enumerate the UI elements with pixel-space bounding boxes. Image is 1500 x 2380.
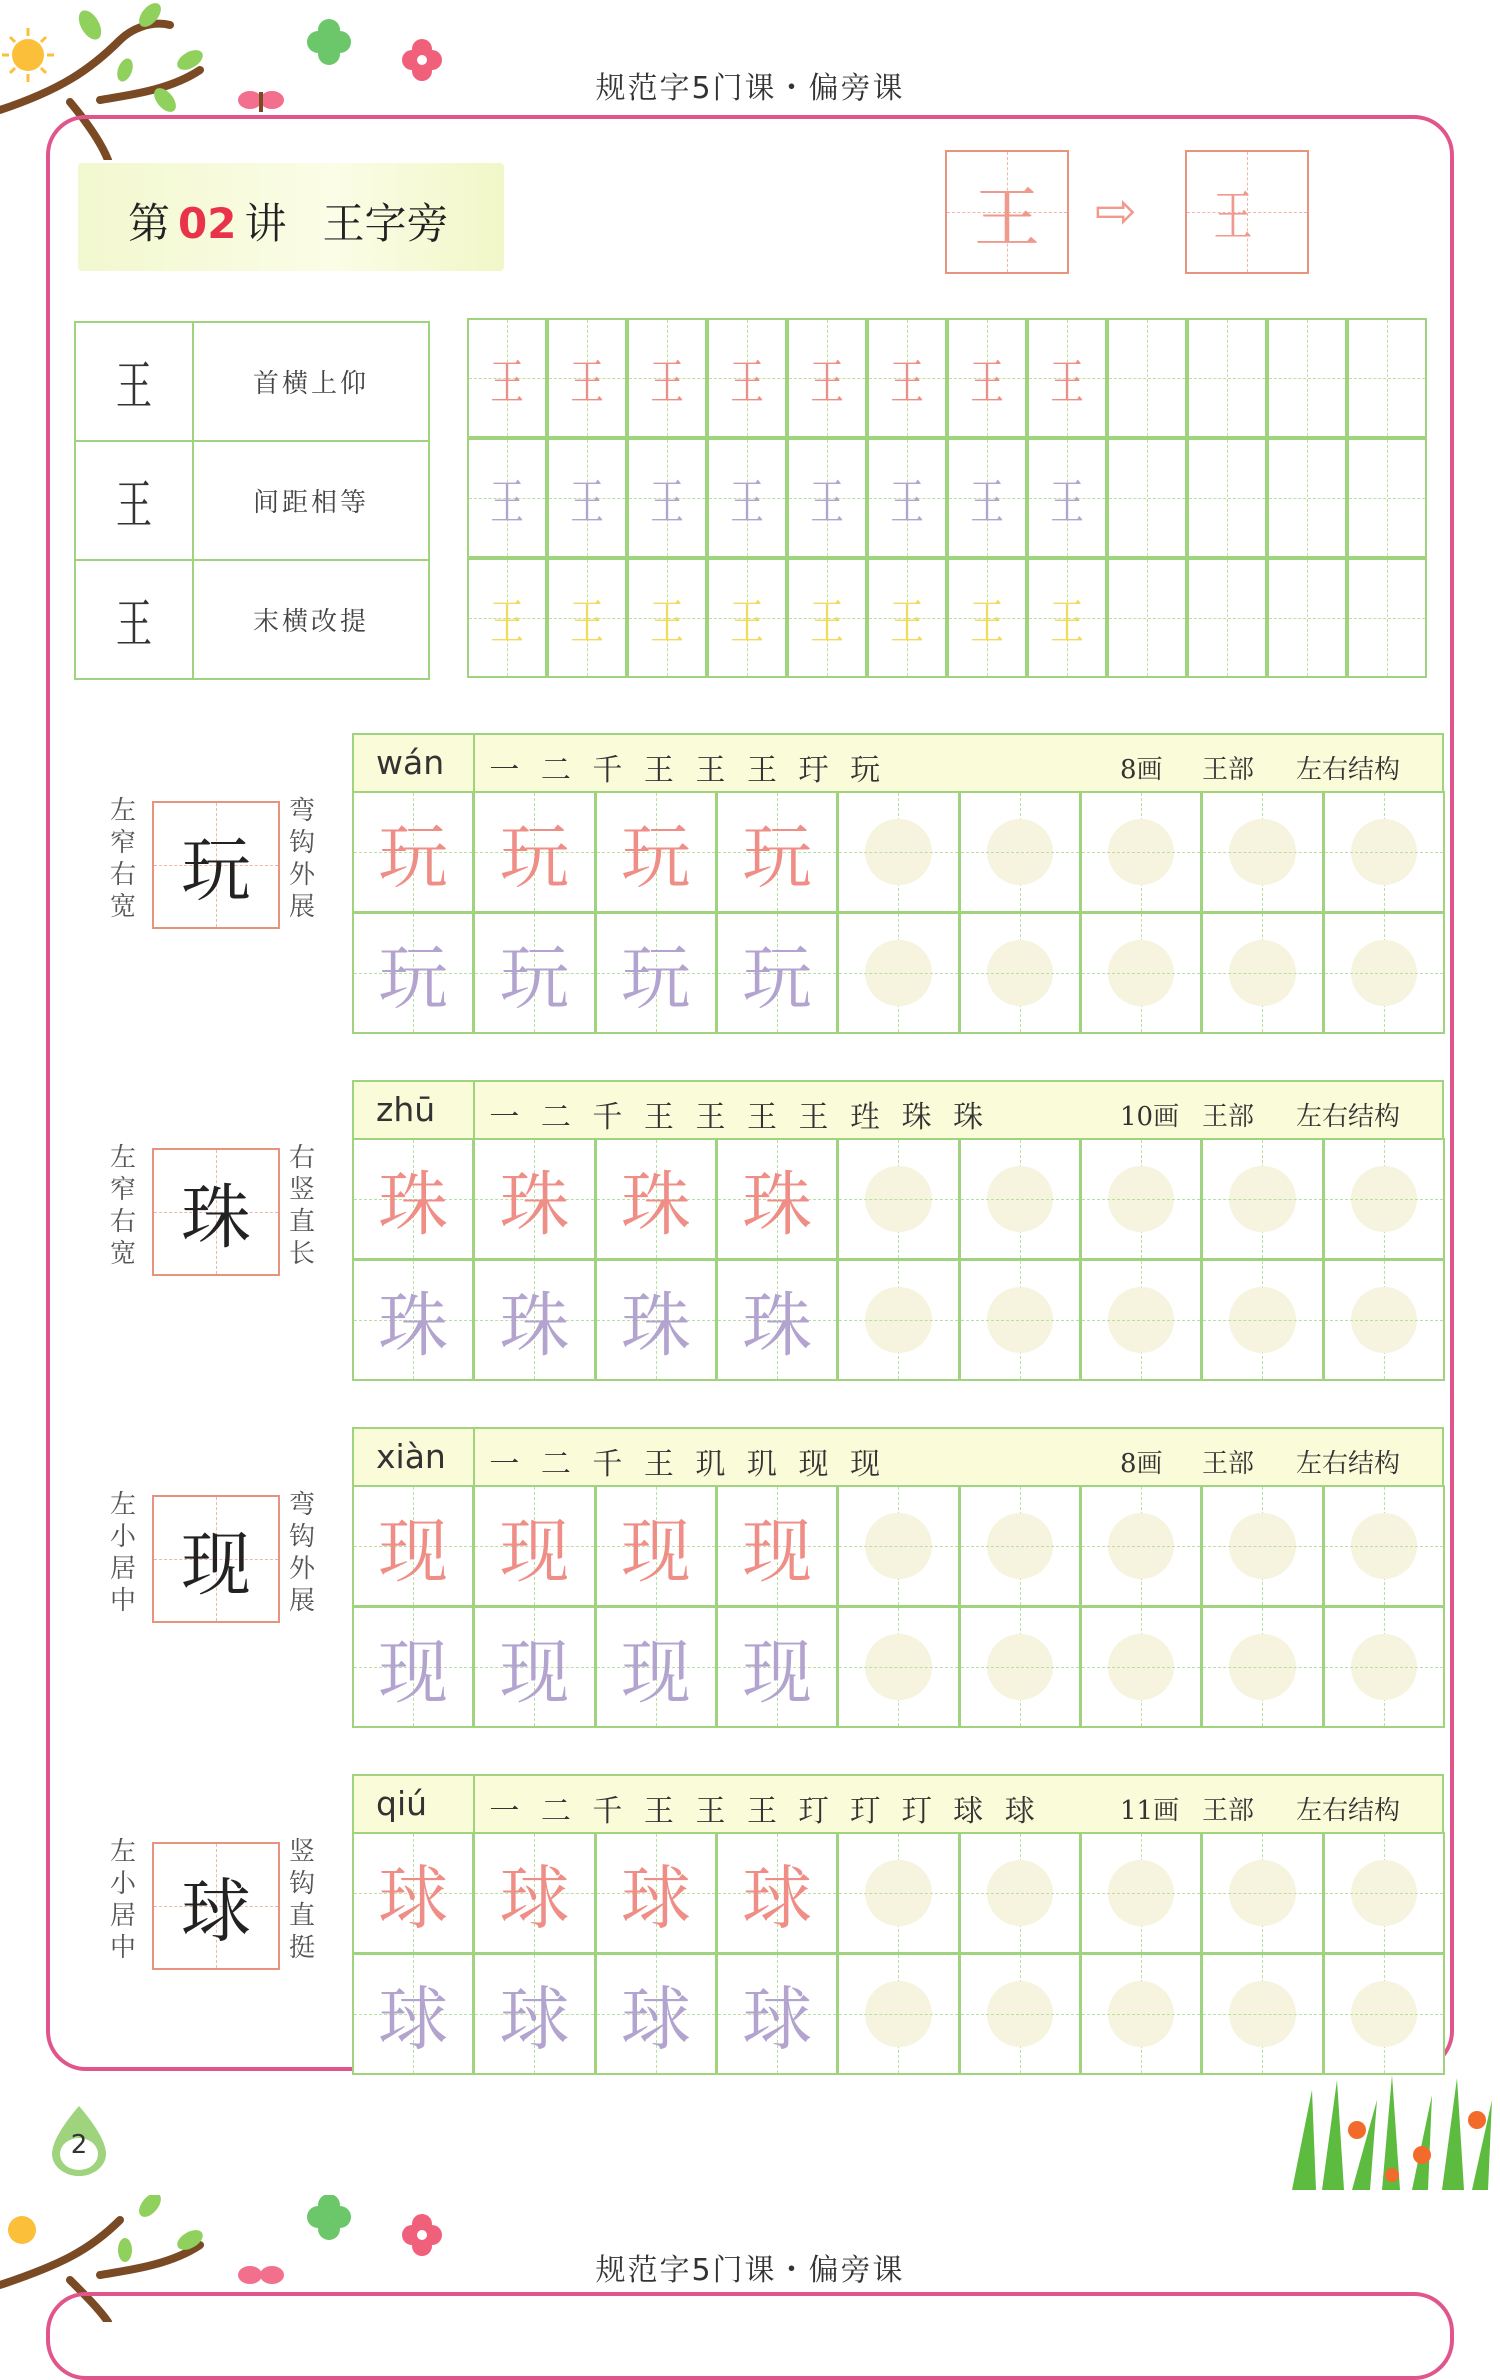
lesson-banner — [78, 163, 504, 271]
structure-label: 左右结构 — [1296, 755, 1401, 785]
source-char-box — [945, 150, 1069, 274]
practice-cell[interactable] — [595, 912, 717, 1034]
traced-radical: 王 — [890, 594, 924, 651]
traced-char: 玩 — [499, 937, 570, 1020]
empty-cell-marker — [1351, 1860, 1417, 1926]
practice-cell[interactable] — [1347, 558, 1427, 678]
traced-char: 球 — [620, 1857, 691, 1940]
practice-cell[interactable] — [595, 1138, 717, 1260]
traced-char: 现 — [620, 1510, 691, 1593]
practice-cell[interactable] — [867, 438, 947, 558]
traced-char: 玩 — [378, 937, 449, 1020]
practice-cell[interactable] — [707, 558, 787, 678]
traced-radical: 王 — [490, 354, 524, 411]
practice-cell[interactable] — [595, 1606, 717, 1728]
radical-label: 王部 — [1202, 1796, 1255, 1826]
lesson-suffix: 讲 — [244, 199, 287, 248]
practice-cell[interactable] — [1201, 1485, 1323, 1607]
stroke-order: 一 二 千 王 玑 玑 现 现 — [489, 1447, 887, 1482]
traced-radical: 王 — [970, 474, 1004, 531]
empty-cell-marker — [987, 1166, 1053, 1232]
practice-cell[interactable] — [1347, 438, 1427, 558]
empty-cell-marker — [1351, 1287, 1417, 1353]
practice-cell[interactable] — [595, 1485, 717, 1607]
tip-left: 左窄右宽 — [109, 796, 136, 922]
traced-char: 玩 — [499, 816, 570, 899]
practice-cell[interactable] — [1187, 438, 1267, 558]
empty-cell-marker — [1351, 819, 1417, 885]
traced-radical: 王 — [650, 474, 684, 531]
rule-char: 王 — [93, 560, 176, 679]
practice-cell[interactable] — [467, 438, 547, 558]
traced-radical: 王 — [730, 594, 764, 651]
practice-cell[interactable] — [547, 558, 627, 678]
pinyin: xiàn — [376, 1437, 446, 1476]
practice-cell[interactable] — [627, 318, 707, 438]
rule-text: 间距相等 — [193, 441, 429, 560]
traced-char: 现 — [620, 1631, 691, 1714]
practice-cell[interactable] — [1347, 318, 1427, 438]
pinyin: wán — [376, 743, 445, 782]
traced-radical: 王 — [570, 354, 604, 411]
practice-cell[interactable] — [716, 1485, 838, 1607]
practice-cell[interactable] — [1201, 1138, 1323, 1260]
traced-radical: 王 — [890, 474, 924, 531]
book-title-next-page: 规范字5门课・偏旁课 — [595, 2253, 905, 2288]
practice-cell[interactable] — [1201, 1259, 1323, 1381]
practice-cell[interactable] — [947, 318, 1027, 438]
empty-cell-marker — [865, 1287, 931, 1353]
radical-label: 王部 — [1202, 1449, 1255, 1479]
practice-cell[interactable] — [1080, 1259, 1202, 1381]
pinyin: qiú — [376, 1784, 428, 1823]
stroke-order: 一 二 千 王 王 王 玗 玩 — [489, 753, 887, 788]
clover-icon — [307, 19, 351, 65]
practice-cell[interactable] — [837, 791, 959, 913]
practice-cell[interactable] — [867, 558, 947, 678]
stroke-order: 一 二 千 王 王 王 王 珄 珠 珠 — [489, 1100, 990, 1135]
traced-char: 球 — [499, 1978, 570, 2061]
practice-cell[interactable] — [352, 1138, 474, 1260]
tip-right: 弯钩外展 — [288, 796, 315, 922]
practice-cell[interactable] — [1267, 438, 1347, 558]
empty-cell-marker — [1351, 940, 1417, 1006]
traced-radical: 王 — [490, 594, 524, 651]
empty-cell-marker — [1351, 1634, 1417, 1700]
empty-cell-marker — [1229, 1287, 1295, 1353]
traced-char: 玩 — [378, 816, 449, 899]
practice-cell[interactable] — [716, 1953, 838, 2075]
clover-icon — [307, 2195, 351, 2240]
practice-cell[interactable] — [595, 1953, 717, 2075]
practice-cell[interactable] — [352, 791, 474, 913]
traced-radical: 王 — [810, 474, 844, 531]
radical-char-box — [1185, 150, 1309, 274]
empty-cell-marker — [1229, 1860, 1295, 1926]
page-number: 2 — [70, 2130, 88, 2160]
practice-cell[interactable] — [1201, 1606, 1323, 1728]
traced-char: 珠 — [742, 1163, 813, 1246]
empty-cell-marker — [1351, 1513, 1417, 1579]
empty-cell-marker — [1351, 1981, 1417, 2047]
traced-char: 珠 — [742, 1284, 813, 1367]
sun-icon — [12, 39, 44, 71]
model-char-box — [152, 1495, 280, 1623]
rule-text: 末横改提 — [193, 560, 429, 679]
traced-char: 珠 — [620, 1163, 691, 1246]
practice-cell[interactable] — [473, 1259, 595, 1381]
empty-cell-marker — [1229, 1634, 1295, 1700]
practice-cell[interactable] — [716, 791, 838, 913]
stroke-count: 8画 — [1120, 755, 1163, 785]
empty-cell-marker — [987, 1981, 1053, 2047]
practice-cell[interactable] — [1107, 558, 1187, 678]
rule-char: 王 — [93, 441, 176, 560]
empty-cell-marker — [1108, 1513, 1174, 1579]
empty-cell-marker — [1229, 1166, 1295, 1232]
practice-cell[interactable] — [837, 1485, 959, 1607]
flower-icon — [402, 39, 442, 81]
practice-cell[interactable] — [1107, 438, 1187, 558]
traced-radical: 王 — [970, 594, 1004, 651]
practice-cell[interactable] — [716, 1259, 838, 1381]
lesson-number: 02 — [178, 199, 237, 248]
practice-cell[interactable] — [947, 558, 1027, 678]
structure-label: 左右结构 — [1296, 1102, 1401, 1132]
empty-cell-marker — [987, 1634, 1053, 1700]
sun-icon — [8, 2216, 36, 2244]
empty-cell-marker — [1108, 1166, 1174, 1232]
rule-char: 王 — [93, 322, 176, 441]
grass-decoration — [1282, 2070, 1500, 2190]
practice-cell[interactable] — [473, 1606, 595, 1728]
practice-cell[interactable] — [352, 1485, 474, 1607]
traced-radical: 王 — [570, 474, 604, 531]
traced-radical: 王 — [1050, 474, 1084, 531]
empty-cell-marker — [865, 1634, 931, 1700]
practice-cell[interactable] — [707, 318, 787, 438]
tip-left: 左小居中 — [109, 1490, 136, 1616]
empty-cell-marker — [865, 1166, 931, 1232]
practice-cell[interactable] — [473, 1832, 595, 1954]
empty-cell-marker — [1108, 1634, 1174, 1700]
practice-cell[interactable] — [716, 1138, 838, 1260]
traced-char: 珠 — [620, 1284, 691, 1367]
empty-cell-marker — [987, 940, 1053, 1006]
book-title: 规范字5门课・偏旁课 — [595, 71, 905, 106]
practice-cell[interactable] — [1080, 1485, 1202, 1607]
practice-cell[interactable] — [352, 1606, 474, 1728]
practice-cell[interactable] — [1080, 1138, 1202, 1260]
pinyin: zhū — [376, 1090, 436, 1129]
practice-cell[interactable] — [352, 1832, 474, 1954]
traced-char: 球 — [378, 1978, 449, 2061]
practice-cell[interactable] — [352, 1259, 474, 1381]
practice-cell[interactable] — [627, 438, 707, 558]
radical-practice-grid — [467, 318, 1427, 680]
traced-radical: 王 — [570, 594, 604, 651]
practice-cell[interactable] — [707, 438, 787, 558]
practice-cell[interactable] — [547, 438, 627, 558]
practice-cell[interactable] — [1201, 1953, 1323, 2075]
practice-cell[interactable] — [837, 1953, 959, 2075]
traced-char: 珠 — [378, 1163, 449, 1246]
practice-cell[interactable] — [467, 318, 547, 438]
stroke-count: 10画 — [1120, 1102, 1180, 1132]
butterfly-icon — [238, 91, 284, 112]
model-char-box — [152, 1148, 280, 1276]
practice-cell[interactable] — [1323, 1259, 1445, 1381]
rule-row — [75, 322, 429, 441]
practice-cell[interactable] — [595, 1259, 717, 1381]
strip-divider — [473, 1429, 475, 1485]
traced-radical: 王 — [1050, 594, 1084, 651]
empty-cell-marker — [865, 940, 931, 1006]
practice-cell[interactable] — [1201, 1832, 1323, 1954]
practice-cell[interactable] — [352, 1953, 474, 2075]
empty-cell-marker — [1108, 1860, 1174, 1926]
practice-cell[interactable] — [1027, 318, 1107, 438]
practice-cell[interactable] — [837, 1138, 959, 1260]
practice-cell[interactable] — [473, 791, 595, 913]
practice-cell[interactable] — [1027, 438, 1107, 558]
practice-cell[interactable] — [959, 1259, 1081, 1381]
empty-cell-marker — [865, 1860, 931, 1926]
traced-char: 玩 — [620, 816, 691, 899]
empty-cell-marker — [1108, 1287, 1174, 1353]
practice-cell[interactable] — [837, 1606, 959, 1728]
traced-char: 现 — [742, 1510, 813, 1593]
rule-row — [75, 441, 429, 560]
model-char: 珠 — [181, 1176, 251, 1259]
radical-label: 王部 — [1202, 1102, 1255, 1132]
practice-cell[interactable] — [1080, 791, 1202, 913]
practice-cell[interactable] — [1080, 1606, 1202, 1728]
traced-char: 现 — [378, 1631, 449, 1714]
practice-cell[interactable] — [473, 1138, 595, 1260]
traced-char: 珠 — [378, 1284, 449, 1367]
traced-char: 玩 — [742, 937, 813, 1020]
practice-cell[interactable] — [1323, 791, 1445, 913]
practice-cell[interactable] — [473, 1953, 595, 2075]
empty-cell-marker — [987, 819, 1053, 885]
empty-cell-marker — [1108, 819, 1174, 885]
practice-cell[interactable] — [1027, 558, 1107, 678]
practice-cell[interactable] — [595, 1832, 717, 1954]
practice-cell[interactable] — [837, 912, 959, 1034]
model-char-box — [152, 801, 280, 929]
practice-cell[interactable] — [1201, 791, 1323, 913]
empty-cell-marker — [1229, 940, 1295, 1006]
empty-cell-marker — [865, 819, 931, 885]
practice-cell[interactable] — [1323, 1832, 1445, 1954]
practice-cell[interactable] — [1323, 1953, 1445, 2075]
traced-char: 珠 — [499, 1284, 570, 1367]
traced-radical: 王 — [1050, 354, 1084, 411]
empty-cell-marker — [987, 1860, 1053, 1926]
practice-cell[interactable] — [1080, 1832, 1202, 1954]
practice-cell[interactable] — [473, 912, 595, 1034]
strip-divider — [473, 1082, 475, 1138]
empty-cell-marker — [987, 1513, 1053, 1579]
practice-cell[interactable] — [1187, 558, 1267, 678]
practice-cell[interactable] — [787, 438, 867, 558]
practice-cell[interactable] — [547, 318, 627, 438]
practice-cell[interactable] — [837, 1259, 959, 1381]
practice-cell[interactable] — [1267, 318, 1347, 438]
practice-cell[interactable] — [787, 318, 867, 438]
traced-char: 球 — [620, 1978, 691, 2061]
traced-radical: 王 — [490, 474, 524, 531]
empty-cell-marker — [1229, 1513, 1295, 1579]
traced-char: 现 — [499, 1631, 570, 1714]
empty-cell-marker — [1229, 1981, 1295, 2047]
practice-cell[interactable] — [1267, 558, 1347, 678]
traced-char: 球 — [499, 1857, 570, 1940]
traced-char: 球 — [378, 1857, 449, 1940]
traced-radical: 王 — [970, 354, 1004, 411]
rule-text: 首横上仰 — [193, 322, 429, 441]
practice-cell[interactable] — [1323, 1485, 1445, 1607]
practice-cell[interactable] — [959, 791, 1081, 913]
empty-cell-marker — [1351, 1166, 1417, 1232]
traced-char: 现 — [378, 1510, 449, 1593]
practice-cell[interactable] — [1323, 1606, 1445, 1728]
practice-cell[interactable] — [959, 1832, 1081, 1954]
practice-cell[interactable] — [959, 1606, 1081, 1728]
traced-radical: 王 — [810, 594, 844, 651]
empty-cell-marker — [987, 1287, 1053, 1353]
practice-cell[interactable] — [959, 1485, 1081, 1607]
tip-right: 右竖直长 — [288, 1143, 315, 1269]
strip-divider — [473, 735, 475, 791]
tip-right: 弯钩外展 — [288, 1490, 315, 1616]
practice-cell[interactable] — [959, 912, 1081, 1034]
stroke-count: 8画 — [1120, 1449, 1163, 1479]
traced-char: 玩 — [620, 937, 691, 1020]
butterfly-icon — [238, 2266, 284, 2284]
empty-cell-marker — [1229, 819, 1295, 885]
model-char: 现 — [181, 1523, 251, 1606]
arrow-right-icon: ⇨ — [1095, 182, 1137, 240]
practice-cell[interactable] — [1323, 912, 1445, 1034]
radical-rules-table — [74, 321, 430, 680]
flower-icon — [402, 2214, 442, 2256]
empty-cell-marker — [1108, 1981, 1174, 2047]
tip-right: 竖钩直挺 — [288, 1837, 315, 1963]
traced-radical: 王 — [650, 594, 684, 651]
radical-label: 王部 — [1202, 755, 1255, 785]
next-page-frame — [46, 2292, 1454, 2380]
traced-char: 球 — [742, 1857, 813, 1940]
model-char: 球 — [181, 1870, 251, 1953]
practice-cell[interactable] — [352, 912, 474, 1034]
traced-char: 现 — [742, 1631, 813, 1714]
traced-char: 玩 — [742, 816, 813, 899]
lesson-prefix: 第 — [128, 199, 171, 248]
traced-radical: 王 — [810, 354, 844, 411]
practice-cell[interactable] — [837, 1832, 959, 1954]
practice-cell[interactable] — [595, 791, 717, 913]
stroke-order: 一 二 千 王 王 王 玎 玎 玎 球 球 — [489, 1794, 1041, 1829]
structure-label: 左右结构 — [1296, 1796, 1401, 1826]
practice-cell[interactable] — [1107, 318, 1187, 438]
traced-char: 现 — [499, 1510, 570, 1593]
practice-cell[interactable] — [1187, 318, 1267, 438]
empty-cell-marker — [1108, 940, 1174, 1006]
practice-cell[interactable] — [716, 1606, 838, 1728]
traced-radical: 王 — [730, 354, 764, 411]
practice-cell[interactable] — [1323, 1138, 1445, 1260]
practice-cell[interactable] — [627, 558, 707, 678]
stroke-count: 11画 — [1120, 1796, 1180, 1826]
practice-cell[interactable] — [959, 1953, 1081, 2075]
structure-label: 左右结构 — [1296, 1449, 1401, 1479]
practice-cell[interactable] — [867, 318, 947, 438]
traced-radical: 王 — [730, 474, 764, 531]
model-char-box — [152, 1842, 280, 1970]
practice-cell[interactable] — [1201, 912, 1323, 1034]
practice-cell[interactable] — [787, 558, 867, 678]
practice-cell[interactable] — [1080, 912, 1202, 1034]
strip-divider — [473, 1776, 475, 1832]
model-char: 玩 — [181, 829, 251, 912]
traced-char: 球 — [742, 1978, 813, 2061]
rule-row — [75, 560, 429, 679]
traced-radical: 王 — [650, 354, 684, 411]
source-char: 王 — [974, 179, 1040, 257]
practice-cell[interactable] — [959, 1138, 1081, 1260]
tip-left: 左窄右宽 — [109, 1143, 136, 1269]
practice-cell[interactable] — [947, 438, 1027, 558]
empty-cell-marker — [865, 1981, 931, 2047]
traced-char: 珠 — [499, 1163, 570, 1246]
empty-cell-marker — [865, 1513, 931, 1579]
practice-cell[interactable] — [716, 1832, 838, 1954]
traced-radical: 王 — [890, 354, 924, 411]
tip-left: 左小居中 — [109, 1837, 136, 1963]
lesson-title: 王字旁 — [322, 199, 449, 248]
practice-cell[interactable] — [716, 912, 838, 1034]
radical-char: 王 — [1213, 184, 1253, 248]
practice-cell[interactable] — [1080, 1953, 1202, 2075]
practice-cell[interactable] — [473, 1485, 595, 1607]
practice-cell[interactable] — [467, 558, 547, 678]
